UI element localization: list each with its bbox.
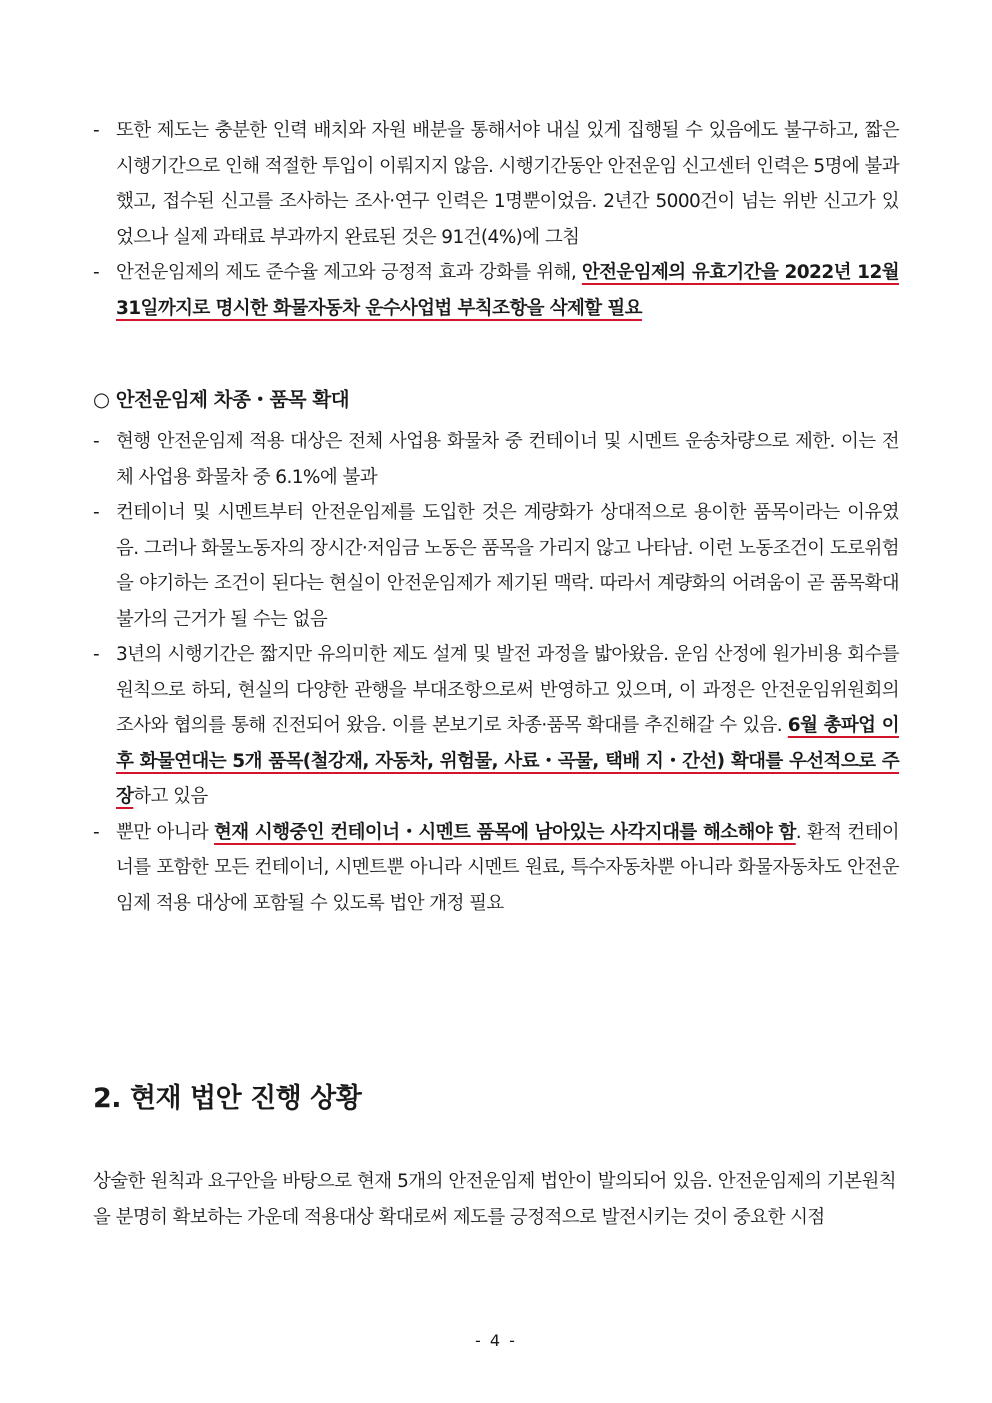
bullet-item xyxy=(91,255,899,326)
bullet-text: 현행 안전운임제 적용 대상은 전체 사업용 화물차 중 컨테이너 및 시멘트 운송차량으로 제한. 이는 전체 사업용 화물차 중 6.1%에 불과 xyxy=(116,431,899,488)
bullet-item xyxy=(91,637,899,815)
bullet-text-tail: 하고 있음 xyxy=(133,786,208,807)
bullet-item xyxy=(91,113,899,255)
bullet-text: 또한 제도는 충분한 인력 배치와 자원 배분을 통해서야 내실 있게 집행될 수 있음에도 불구하고, 짧은 시행기간으로 인해 적절한 투입이 이뤄지지 않음. 시행기간동안 안전운임 신고센터 인력은 5명에 불과했고, 접수된 신고를 조사하는 조사·연구 인력은 1명뿐이었음. 2년간 5000건이 넘는 위반 신고가 있었으나 실제 과태료 부과까지 완료된 것은 91건(4%)에 그침 xyxy=(116,120,899,248)
bullet-list-main xyxy=(91,424,899,921)
bullet-dash: - xyxy=(93,262,100,283)
bullet-list-top xyxy=(91,113,899,326)
section-heading: 2. 현재 법안 진행 상황 xyxy=(93,1083,362,1114)
page-number: - 4 - xyxy=(475,1331,517,1350)
emphasized-text: 현재 시행중인 컨테이너・시멘트 품목에 남아있는 사각지대를 해소해야 함 xyxy=(214,821,796,843)
section-paragraph: 상술한 원칙과 요구안을 바탕으로 현재 5개의 안전운임제 법안이 발의되어 있음. 안전운임제의 기본원칙을 분명히 확보하는 가운데 적용대상 확대로써 제도를 긍정적으로 발전시키는 것이 중요한 시점 xyxy=(93,1171,896,1228)
bullet-item xyxy=(91,424,899,495)
subsection-heading: ○ 안전운임제 차종・품목 확대 xyxy=(93,388,350,411)
bullet-text: 컨테이너 및 시멘트부터 안전운임제를 도입한 것은 계량화가 상대적으로 용이한 품목이라는 이유였음. 그러나 화물노동자의 장시간·저임금 노동은 품목을 가리지 않고 나타남. 이런 노동조건이 도로위험을 야기하는 조건이 된다는 현실이 안전운임제가 제기된 맥락. 따라서 계량화의 어려움이 곧 품목확대 불가의 근거가 될 수는 없음 xyxy=(116,502,899,630)
emphasized-text: 안전운임제의 유효기간을 2022년 12월 31일까지로 명시한 화물자동차 운수사업법 부칙조항을 삭제할 필요 xyxy=(116,262,899,319)
bullet-text: 3년의 시행기간은 짧지만 유의미한 제도 설계 및 발전 과정을 밟아왔음. 운임 산정에 원가비용 회수를 원칙으로 하되, 현실의 다양한 관행을 부대조항으로써 반영하고 있으며, 이 과정은 안전운임위원회의 조사와 협의를 통해 진전되어 왔음. 이를 본보기로 차종·품목 확대를 추진해갈 수 있음. xyxy=(116,644,899,736)
bullet-item xyxy=(91,815,899,922)
bullet-dash: - xyxy=(93,120,100,141)
bullet-text: 안전운임제의 제도 준수율 제고와 긍정적 효과 강화를 위해, xyxy=(116,262,582,283)
bullet-dash: - xyxy=(93,821,100,843)
bullet-item xyxy=(91,495,899,637)
bullet-dash: - xyxy=(93,644,100,665)
bullet-dash: - xyxy=(93,502,100,523)
emphasized-text: 6월 총파업 이후 화물연대는 5개 품목(철강재, 자동차, 위험물, 사료・곡물, 택배 지・간선) 확대를 우선적으로 주장 xyxy=(116,715,899,807)
bullet-text-tail: . 환적 컨테이너를 포함한 모든 컨테이너, 시멘트뿐 아니라 시멘트 원료, 특수자동차뿐 아니라 화물자동차도 안전운임제 적용 대상에 포함될 수 있도록 법안 개정 필요 xyxy=(116,821,900,914)
bullet-text: 뿐만 아니라 xyxy=(116,821,214,843)
bullet-dash: - xyxy=(93,431,100,452)
